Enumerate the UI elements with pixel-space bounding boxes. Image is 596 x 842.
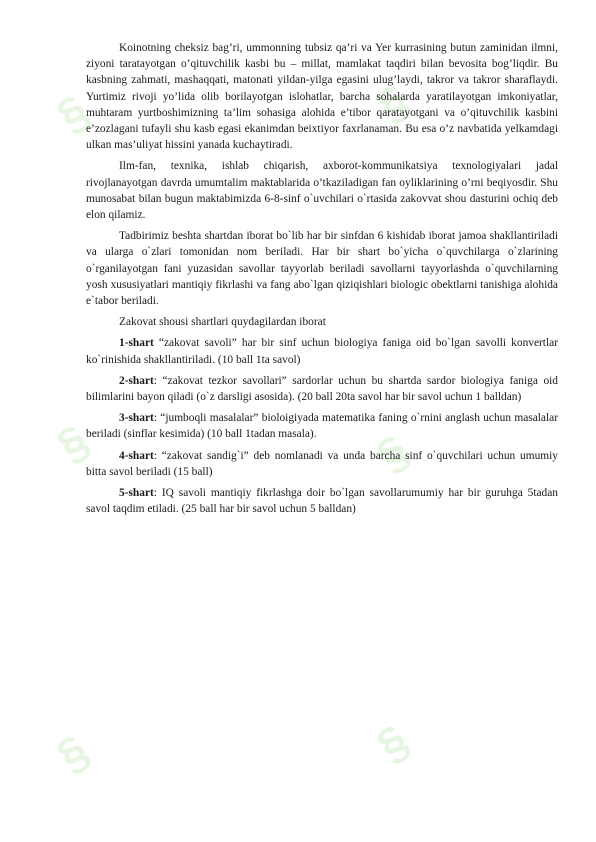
watermark-logo-icon: §: [367, 424, 419, 482]
paragraph-text: Tadbirimiz beshta shartdan iborat bo`lib har bir sinfdan 6 kishidab iborat jamoa shakllantiriladi va ularga o`zlari tomonidan nom beriladi. Har bir shart bo`yicha o`quvchilarga o`zlarining o`rganilayotgan fani yuzasidan savollar tayyorlab beriladi savollarni tayyorlashda o`quvchilarning yosh xususiyatlari mantiqiy fikrlashi va fang abo`lgan qiziqishlari biologic obektlarni tanishiga alohida e`tabor beriladi.: [86, 230, 558, 308]
condition-4: [86, 448, 558, 480]
watermark-logo-icon: §: [367, 714, 419, 772]
condition-2: [86, 373, 558, 405]
paragraph-science: [86, 158, 558, 223]
condition-label: 5-shart: [119, 487, 154, 500]
watermark-logo-icon: §: [367, 74, 419, 132]
paragraph-conditions-intro: [86, 314, 558, 330]
condition-3: [86, 410, 558, 442]
document-body: [86, 40, 558, 517]
condition-label: 4-shart: [119, 449, 154, 462]
paragraph-text: Zakovat shousi shartlari quydagilardan iborat: [119, 316, 326, 329]
condition-label: 3-shart: [119, 412, 154, 425]
watermark-logo-icon: §: [47, 724, 99, 782]
condition-text: “zakovat savoli” har bir sinf uchun biologiya faniga oid bo`lgan savolli konvertlar ko`rinishida shakllantiriladi. (10 ball 1ta savol): [86, 337, 558, 366]
watermark-logo-icon: §: [47, 84, 99, 142]
condition-5: [86, 485, 558, 517]
paragraph-text: Ilm-fan, texnika, ishlab chiqarish, axborot-kommunikatsiya texnologiyalari jadal rivojlanayotgan davrda umumtalim maktablarida o’tkaziladigan fan oyliklarining o’rni beqiyosdir. Shu munosabat bilan bugun maktabimizda 6-8-sinf o`uvchilari o`rtasida zakovvat shou dasturini ochiq deb elon qilamiz.: [86, 160, 558, 222]
condition-label: 1-shart: [119, 337, 154, 350]
condition-text: : IQ savoli mantiqiy fikrlashga doir bo`lgan savollarumumiy har bir guruhga 5tadan savol taqdim etiladi. (25 ball har bir savol uchun 5 balldan): [86, 487, 558, 516]
condition-1: [86, 335, 558, 367]
paragraph-intro: [86, 40, 558, 153]
condition-text: : “zakovat sandig`i” deb nomlanadi va unda barcha sinf o`quvchilari uchun umumiy bitta savol beriladi (15 ball): [86, 449, 558, 478]
condition-text: : “jumboqli masalalar” bioloigiyada matematika faning o`rnini anglash uchun masalalar beriladi (sinflar kesimida) (10 ball 1tadan masala).: [86, 412, 558, 441]
condition-label: 2-shart: [119, 374, 154, 387]
condition-text: : “zakovat tezkor savollari” sardorlar uchun bu shartda sardor biologiya faniga oid bilimlarini bayon qiladi (o`z darsligi asosida). (20 ball 20ta savol har bir savol uchun 1 balldan): [86, 374, 558, 404]
paragraph-event: [86, 228, 558, 309]
paragraph-text: Koinotning cheksiz bag’ri, ummonning tubsiz qa’ri va Yer kurrasining butun zaminidan ilmni, ziyoni taratayotgan o’qituvchilik kasbi bu – millat, mamlakat taqdiri bilan bevosita bog’liqdir. Bu kasbning zahmati, mashaqqati, matonati yildan-yilga egasini ulug’laydi, takror va takror sharaflaydi. Yurtimiz rivoji yo’lida olib borilayotgan islohatlar, barcha sohalarda yaratilayotgan imkoniyatlar, muhtaram yurtboshimizning ta’lim sohasiga alohida e’tibor qaratayotgani va o’qituvchilik kasbini e’zozlagani tufayli shu kasb egasi ekanimdan beixtiyor faxrlanaman. Bu esa o’z navbatida yelkamdagi ulkan mas’uliyat hissini yanada kuchaytiradi.: [86, 42, 558, 152]
watermark-logo-icon: §: [47, 414, 99, 472]
